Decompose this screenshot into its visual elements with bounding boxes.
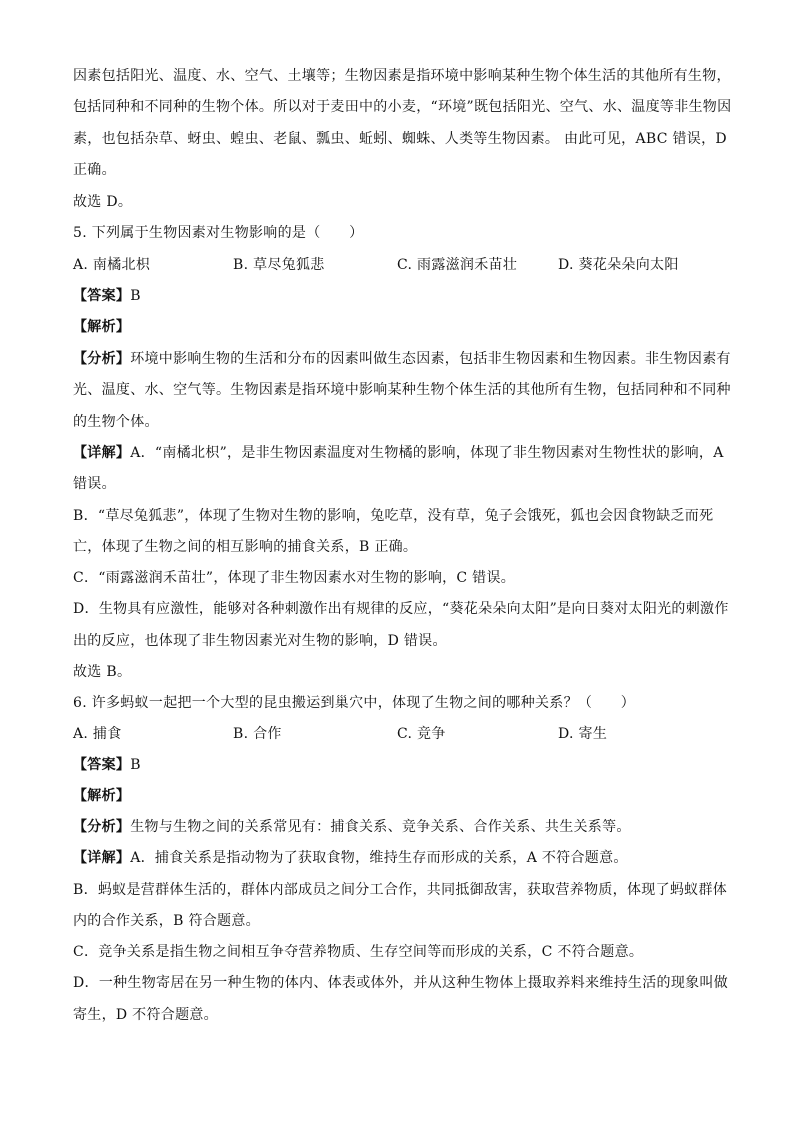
fenxi-text: 生物与生物之间的关系常见有：捕食关系、竞争关系、合作关系、共生关系等。 bbox=[130, 819, 631, 835]
xiangjie-tag: 【详解】 bbox=[73, 850, 131, 866]
intro-line: 因素包括阳光、温度、水、空气、土壤等；生物因素是指环境中影响某种生物个体生活的其他所有生物， bbox=[73, 68, 731, 84]
q5-xiangjie-line: B．“草尽兔狐悲”，体现了生物对生物的影响，兔吃草，没有草，兔子会饿死，狐也会因食物缺乏而死 bbox=[73, 508, 714, 524]
q6-analysis-tag bbox=[73, 787, 130, 805]
q5-fenxi-line: 光、温度、水、空气等。生物因素是指环境中影响某种生物个体生活的其他所有生物，包括同种和不同种 bbox=[73, 382, 731, 398]
question-5-stem: 5. 下列属于生物因素对生物影响的是（ ） bbox=[73, 225, 364, 241]
q5-fenxi-line: 的生物个体。 bbox=[73, 414, 159, 430]
xiangjie-text: A．“南橘北枳”，是非生物因素温度对生物橘的影响，体现了非生物因素对生物性状的影响，A bbox=[130, 445, 724, 461]
q6-option-b: B. 合作 bbox=[233, 726, 282, 742]
q6-xiangjie-line: 内的合作关系，B 符合题意。 bbox=[73, 913, 260, 929]
q6-xiangjie-line: C．竞争关系是指生物之间相互争夺营养物质、生存空间等而形成的关系，C 不符合题意。 bbox=[73, 944, 644, 960]
q6-fenxi-line bbox=[73, 818, 631, 836]
q5-fenxi-line bbox=[73, 350, 731, 368]
answer-value: B bbox=[130, 288, 141, 304]
analysis-tag: 【解析】 bbox=[73, 788, 131, 804]
q5-option-b: B. 草尽兔狐悲 bbox=[233, 257, 325, 273]
q6-xiangjie-line: 寄生，D 不符合题意。 bbox=[73, 1007, 218, 1023]
question-6-stem: 6. 许多蚂蚁一起把一个大型的昆虫搬运到巢穴中，体现了生物之间的哪种关系？（ ） bbox=[73, 695, 636, 711]
fenxi-tag: 【分析】 bbox=[73, 351, 131, 367]
answer-tag: 【答案】 bbox=[73, 757, 131, 773]
q5-xiangjie-line: C．“雨露滋润禾苗壮”，体现了非生物因素水对生物的影响，C 错误。 bbox=[73, 570, 516, 586]
q6-xiangjie-line: D．一种生物寄居在另一种生物的体内、体表或体外，并从这种生物体上摄取养料来维持生活的现象叫做 bbox=[73, 975, 729, 991]
intro-line: 包括同种和不同种的生物个体。所以对于麦田中的小麦，“环境”既包括阳光、空气、水、温度等非生物因 bbox=[73, 99, 732, 115]
q5-xiangjie-line: D．生物具有应激性，能够对各种刺激作出有规律的反应，“葵花朵朵向太阳”是向日葵对太阳光的刺激作 bbox=[73, 601, 729, 617]
q5-conclusion: 故选 B。 bbox=[73, 664, 132, 680]
q6-answer bbox=[73, 756, 141, 774]
q5-answer bbox=[73, 287, 141, 305]
analysis-tag: 【解析】 bbox=[73, 319, 131, 335]
q6-option-a: A. 捕食 bbox=[73, 726, 122, 742]
q6-xiangjie-line: B．蚂蚁是营群体生活的，群体内部成员之间分工合作，共同抵御敌害，获取营养物质，体现了蚂蚁群体 bbox=[73, 882, 728, 898]
q6-option-d: D. 寄生 bbox=[558, 726, 608, 742]
q5-xiangjie-line: 出的反应，也体现了非生物因素光对生物的影响，D 错误。 bbox=[73, 633, 447, 649]
q6-option-c: C. 竞争 bbox=[397, 726, 446, 742]
q5-option-c: C. 雨露滋润禾苗壮 bbox=[397, 257, 518, 273]
q5-xiangjie-line: 错误。 bbox=[73, 476, 116, 492]
q5-option-d: D. 葵花朵朵向太阳 bbox=[558, 257, 679, 273]
q5-xiangjie-line bbox=[73, 444, 724, 462]
q5-xiangjie-line: 亡，体现了生物之间的相互影响的捕食关系，B 正确。 bbox=[73, 539, 418, 555]
intro-line: 素，也包括杂草、蚜虫、蝗虫、老鼠、瓢虫、蚯蚓、蜘蛛、人类等生物因素。 由此可见，ABC 错误，D bbox=[73, 131, 727, 147]
q5-analysis-tag bbox=[73, 318, 130, 336]
q5-option-a: A. 南橘北枳 bbox=[73, 257, 151, 273]
xiangjie-tag: 【详解】 bbox=[73, 445, 131, 461]
q6-xiangjie-line bbox=[73, 849, 628, 867]
fenxi-text: 环境中影响生物的生活和分布的因素叫做生态因素，包括非生物因素和生物因素。非生物因素有 bbox=[130, 351, 731, 367]
intro-line: 正确。 bbox=[73, 162, 116, 178]
xiangjie-text: A．捕食关系是指动物为了获取食物，维持生存而形成的关系，A 不符合题意。 bbox=[130, 850, 628, 866]
answer-value: B bbox=[130, 757, 141, 773]
answer-tag: 【答案】 bbox=[73, 288, 131, 304]
intro-conclusion: 故选 D。 bbox=[73, 194, 133, 210]
fenxi-tag: 【分析】 bbox=[73, 819, 131, 835]
